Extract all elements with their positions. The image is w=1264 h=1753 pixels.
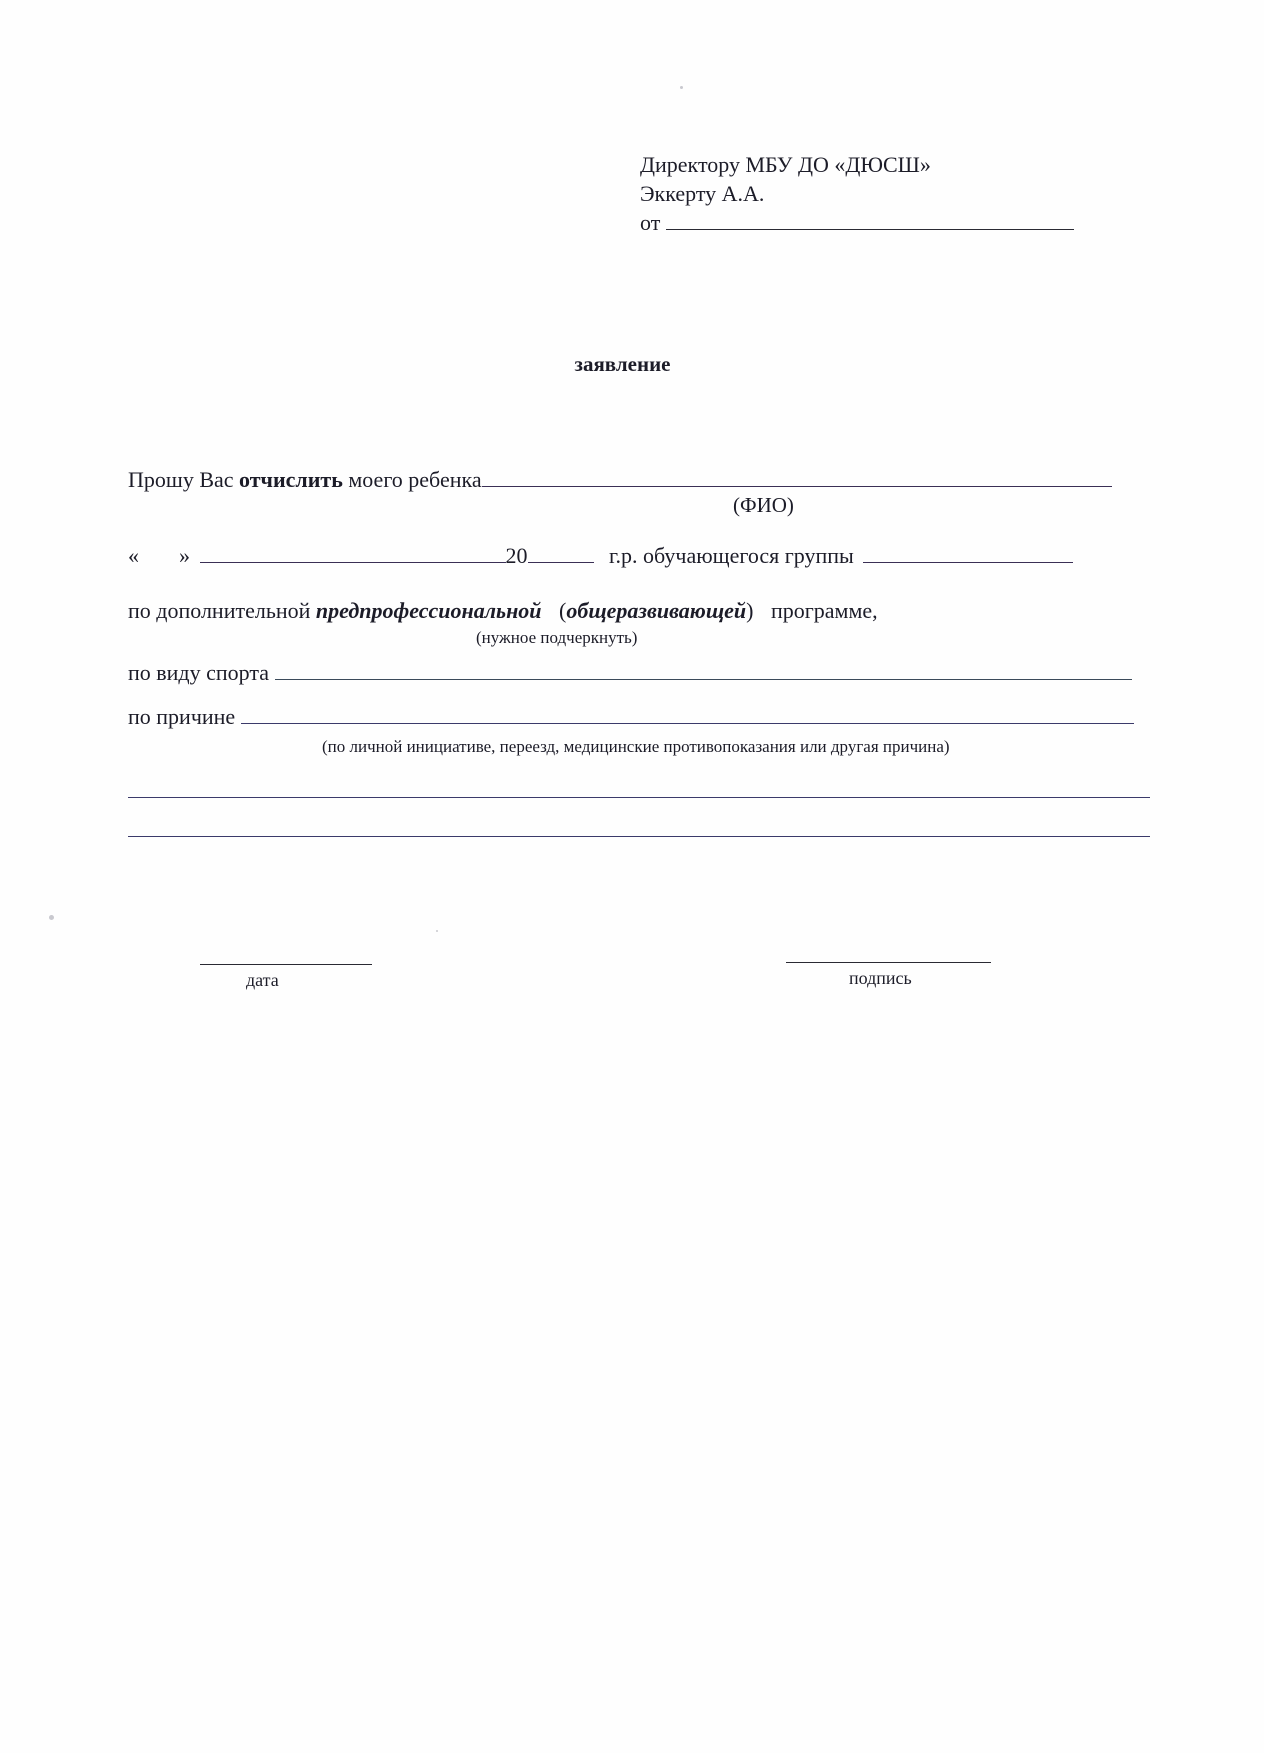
from-label: от bbox=[640, 210, 661, 235]
group-blank[interactable] bbox=[863, 561, 1073, 563]
birth-month-blank[interactable] bbox=[200, 561, 506, 563]
reason-label: по причине bbox=[128, 704, 236, 729]
quote-close: » bbox=[179, 543, 190, 568]
reason-blank[interactable] bbox=[241, 722, 1134, 724]
birth-group-row bbox=[128, 543, 1073, 569]
reason-extra-line-2[interactable] bbox=[128, 836, 1150, 837]
addressee-block bbox=[640, 150, 1074, 237]
from-name-blank[interactable] bbox=[666, 228, 1074, 230]
child-name-hint: (ФИО) bbox=[733, 493, 794, 517]
birth-suffix: г.р. обучающегося группы bbox=[609, 543, 854, 568]
program-row bbox=[128, 598, 878, 624]
date-blank[interactable] bbox=[200, 964, 372, 965]
program-option2-close: ) bbox=[746, 598, 754, 623]
scan-speck bbox=[680, 86, 683, 89]
quote-open: « bbox=[128, 543, 139, 568]
program-prefix: по дополнительной bbox=[128, 598, 316, 623]
program-suffix: программе, bbox=[770, 598, 878, 623]
program-option2-open: ( bbox=[559, 598, 567, 623]
request-action: отчислить bbox=[239, 467, 343, 492]
sport-blank[interactable] bbox=[275, 678, 1132, 680]
reason-extra-line-1[interactable] bbox=[128, 797, 1150, 798]
document-title: заявление bbox=[574, 352, 671, 376]
signature-blank[interactable] bbox=[786, 962, 991, 963]
request-row bbox=[128, 467, 1112, 493]
program-option-general[interactable]: общеразвивающей bbox=[566, 598, 747, 623]
reason-hint: (по личной инициативе, переезд, медицинские противопоказания или другая причина) bbox=[322, 737, 950, 756]
program-option-preprofessional[interactable]: предпрофессиональной bbox=[315, 598, 542, 623]
year-prefix: 20 bbox=[505, 543, 528, 568]
program-hint: (нужное подчеркнуть) bbox=[476, 628, 638, 647]
child-name-blank[interactable] bbox=[482, 485, 1112, 487]
date-caption: дата bbox=[246, 970, 279, 990]
request-prefix: Прошу Вас bbox=[128, 467, 240, 492]
sport-row bbox=[128, 660, 1132, 686]
reason-row bbox=[128, 704, 1134, 730]
request-suffix: моего ребенка bbox=[342, 467, 482, 492]
scan-speck bbox=[49, 915, 54, 920]
birth-year-blank[interactable] bbox=[528, 561, 594, 563]
scan-speck bbox=[436, 930, 438, 932]
addressee-director: Директору МБУ ДО «ДЮСШ» bbox=[640, 152, 931, 177]
sport-label: по виду спорта bbox=[128, 660, 270, 685]
signature-caption: подпись bbox=[849, 968, 912, 988]
addressee-from-row bbox=[640, 208, 1074, 237]
addressee-name: Эккерту А.А. bbox=[640, 181, 765, 206]
